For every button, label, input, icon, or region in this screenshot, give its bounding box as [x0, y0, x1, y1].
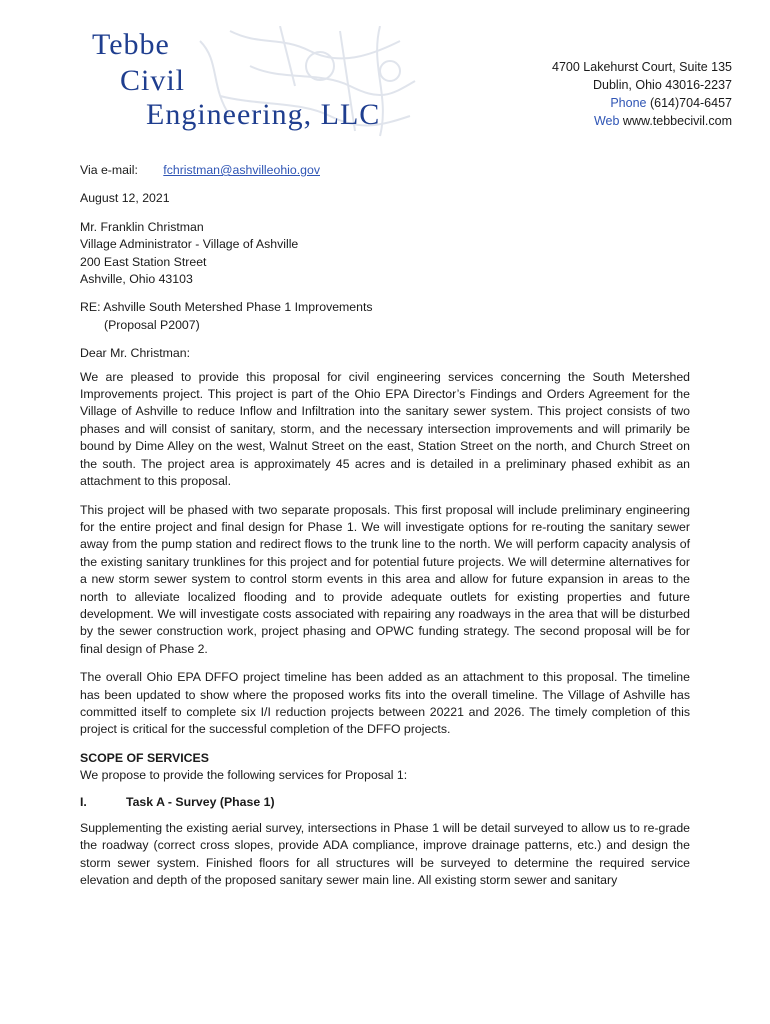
phasing-paragraph: This project will be phased with two separate proposals. This first proposal will include preliminary engineering for the entire project and final design for Phase 1. We will investigate options for re-routing the sanitary sewer away from the pump station and redirect flows to the trunk line to the north. We will perform capacity analysis of the existing sanitary trunklines for this project and for potential future projects. We will determine alternatives for a new storm sewer system to control storm events in this area and allow for future expansion in areas to the north to alleviate localized flooding and to provide adequate outlets for existing properties and future development. We will investigate costs associated with repairing any roadways in the area that will be disturbed by the sewer construction work, project phasing and OPWC funding strategy. The second proposal will be for final design of Phase 2.: [80, 502, 690, 656]
recipient-street: 200 East Station Street: [80, 254, 207, 269]
logo-line-tebbe: Tebbe: [92, 28, 170, 61]
logo-line-engineering: Engineering, LLC: [146, 98, 381, 131]
scope-intro: We propose to provide the following services for Proposal 1:: [80, 768, 408, 783]
address-web-row: [552, 112, 732, 130]
subject-proposal-number: (Proposal P2007): [104, 317, 200, 332]
scope-heading: SCOPE OF SERVICES: [80, 750, 209, 765]
recipient-email-link[interactable]: fchristman@ashvilleohio.gov: [163, 163, 320, 177]
address-street: 4700 Lakehurst Court, Suite 135: [552, 60, 732, 74]
timeline-paragraph: The overall Ohio EPA DFFO project timeline has been added as an attachment to this proposal. The timeline has been updated to show where the proposed works fits into the overall timeline. The Village of Ashville has committed itself to complete six I/I reduction projects between 20221 and 2026. The timely completion of this project is critical for the successful completion of the DFFO projects.: [80, 670, 690, 737]
intro-paragraph: We are pleased to provide this proposal for civil engineering services concerning the South Metershed Improvements project. This project is part of the Ohio EPA Director’s Findings and Orders Agreement for the Village of Ashville to reduce Inflow and Infiltration into the sanitary sewer system. This project consists of two phases and will consist of sanitary, storm, and the necessary intersection improvements and will primarily be bound by Dime Alley on the west, Walnut Street on the east, Station Street on the north, and Church Street on the south. The project area is approximately 45 acres and is detailed in a preliminary phased exhibit as an attachment to this proposal.: [80, 369, 690, 489]
letter-body: [80, 162, 690, 901]
task-a-paragraph: Supplementing the existing aerial survey, intersections in Phase 1 will be detail surveyed to allow us to re-grade the roadway (correct cross slopes, provide ADA compliance, improve drainage patterns, etc.) and design the storm sewer system. Finished floors for all structures will be surveyed to determine the required service elevation and depth of the proposed sanitary sewer main line. All existing storm sewer and sanitary: [80, 821, 690, 888]
phone-label: Phone: [610, 96, 647, 110]
salutation: Dear Mr. Christman:: [80, 346, 191, 361]
address-phone-row: [552, 94, 732, 112]
logo-line-civil: Civil: [120, 64, 186, 97]
task-title: Task A - Survey (Phase 1): [126, 794, 275, 809]
subject-line: RE: Ashville South Metershed Phase 1 Improvements: [80, 300, 373, 315]
task-number: I.: [80, 794, 87, 809]
web-label: Web: [593, 114, 620, 128]
via-email-row: [80, 162, 690, 179]
recipient-name: Mr. Franklin Christman: [80, 219, 204, 234]
phone-number: (614)704-6457: [649, 96, 732, 110]
address-city: Dublin, Ohio 43016-2237: [593, 78, 732, 92]
via-email-label: Via e-mail:: [80, 163, 138, 177]
company-logo: [80, 26, 418, 138]
task-a-heading: [80, 794, 690, 811]
recipient-city: Ashville, Ohio 43103: [80, 272, 193, 287]
letter-date: August 12, 2021: [80, 191, 170, 206]
company-address-block: [552, 58, 732, 130]
recipient-title: Village Administrator - Village of Ashville: [80, 237, 299, 252]
web-address[interactable]: www.tebbecivil.com: [622, 114, 732, 128]
